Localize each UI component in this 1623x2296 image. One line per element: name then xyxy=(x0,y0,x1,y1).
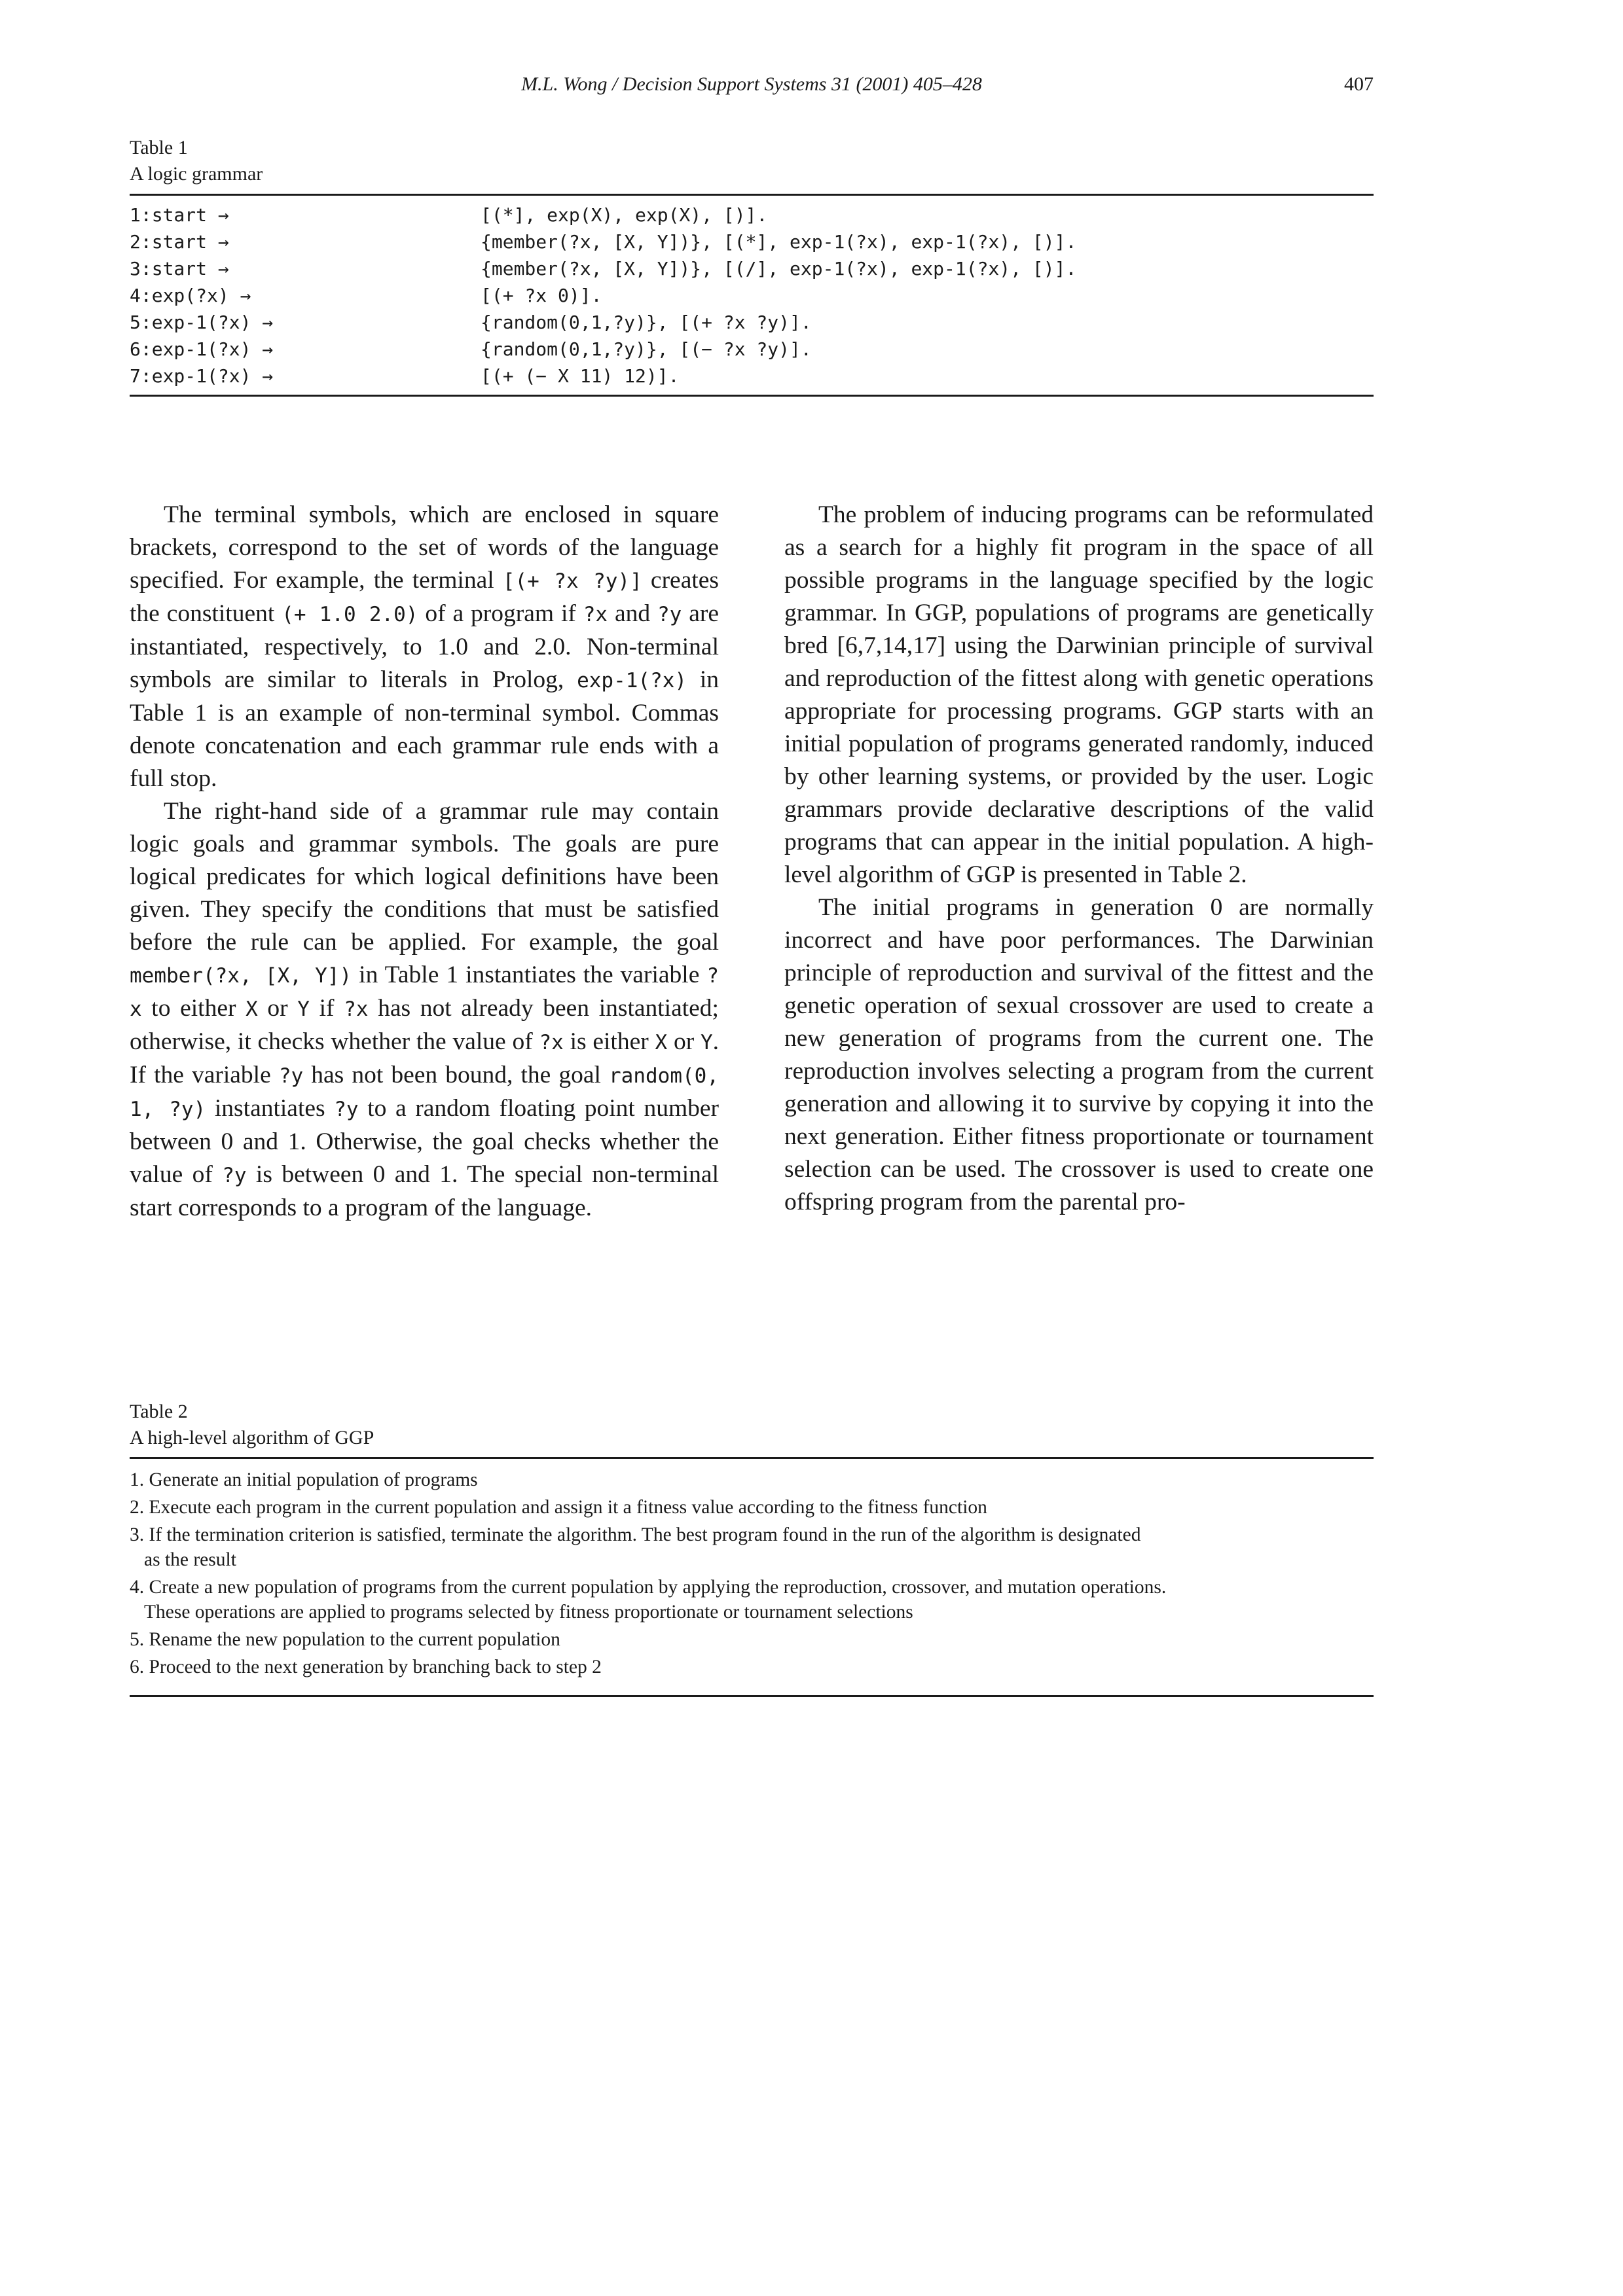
code-run: member(?x, [X, Y]) xyxy=(130,964,352,988)
table1-bottom-rule xyxy=(130,395,1374,397)
running-header xyxy=(130,73,1374,106)
algorithm-step xyxy=(130,1653,1374,1681)
step-text-continued: These operations are applied to programs selected by fitness proportionate or tournament selections xyxy=(144,1602,913,1623)
text-run: and xyxy=(608,600,657,627)
rule-lhs: 5:exp-1(?x) → xyxy=(130,312,274,333)
algorithm-step xyxy=(130,1494,1374,1521)
rule-rhs: {random(0,1,?y)}, [(+ ?x ?y)]. xyxy=(481,312,812,333)
paragraph-inducing-programs: The problem of inducing programs can be reformulated as a search for a highly fit program in the space of all possible programs in the language specified by the logic grammar. In GGP, populations of programs are genetically bred [6,7,14,17] using the Darwinian principle of survival and reproduction of the fittest along with genetic operations appropriate for processing programs. GGP starts with an initial population of programs generated randomly, induced by other learning systems, or provided by the user. Logic grammars provide declarative descriptions of the valid programs that can appear in the initial population. A high-level algorithm of GGP is presented in Table 2. xyxy=(784,501,1374,888)
body-column-left xyxy=(130,499,719,1225)
code-run: ?x xyxy=(344,997,369,1021)
table2-top-rule xyxy=(130,1457,1374,1459)
text-run: or xyxy=(667,1028,701,1055)
text-run: in Table 1 instantiates the variable xyxy=(352,961,707,988)
step-text: 5. Rename the new population to the current population xyxy=(130,1629,560,1650)
code-run: ?y xyxy=(278,1064,304,1088)
table1-row xyxy=(130,309,1374,336)
code-run: ?y xyxy=(657,603,682,626)
table1-row xyxy=(130,363,1374,389)
algorithm-step xyxy=(130,1521,1374,1573)
rule-lhs: 1:start → xyxy=(130,204,229,226)
text-run: is either xyxy=(563,1028,655,1055)
paragraph-terminal-symbols xyxy=(130,499,719,795)
rule-rhs: {random(0,1,?y)}, [(− ?x ?y)]. xyxy=(481,338,812,360)
rule-rhs: {member(?x, [X, Y])}, [(*], exp-1(?x), exp-1(?x), [)]. xyxy=(481,231,1077,253)
code-run: ?y xyxy=(222,1164,247,1187)
code-run: X xyxy=(655,1031,668,1054)
text-run: creates the constituent xyxy=(130,567,719,627)
rule-lhs: 7:exp-1(?x) → xyxy=(130,365,274,387)
rule-lhs: 4:exp(?x) → xyxy=(130,285,251,306)
text-run: The terminal symbols, which are enclosed in square brackets, correspond to the set of words of the language specified. For example, the terminal xyxy=(130,501,719,594)
text-run: The right-hand side of a grammar rule may contain logic goals and grammar symbols. The goals are pure logical predicates for which logical definitions have been given. They specify the conditions that must be satisfied before the rule can be applied. For example, the goal xyxy=(130,798,719,956)
text-run: has not already been instantiated; otherwise, it checks whether the value of xyxy=(130,995,719,1055)
step-text: 2. Execute each program in the current population and assign it a fitness value according to the fitness function xyxy=(130,1497,987,1518)
table2-algorithm xyxy=(130,1466,1374,1681)
text-run: if xyxy=(309,995,344,1022)
algorithm-step xyxy=(130,1466,1374,1494)
table1-row xyxy=(130,336,1374,363)
rule-lhs: 3:start → xyxy=(130,258,229,279)
table1-label: Table 1 xyxy=(130,137,188,158)
rule-rhs: [(+ ?x 0)]. xyxy=(481,285,602,306)
algorithm-step xyxy=(130,1573,1374,1626)
body-column-right xyxy=(784,499,1374,1219)
table2-label: Table 2 xyxy=(130,1401,188,1422)
paragraph-initial-programs: The initial programs in generation 0 are normally incorrect and have poor performances. The Darwinian principle of reproduction and survival of the fittest and the genetic operation of sexual crossover are used to create a new generation of programs from the current one. The reproduction involves selecting a program from the current generation and allowing it to survive by copying it into the next generation. Either fitness proportionate or tournament selection can be used. The crossover is used to create one offspring program from the parental pro- xyxy=(784,894,1374,1215)
code-run: ?x xyxy=(539,1031,564,1054)
code-run: ?x xyxy=(130,964,719,1021)
page-number: 407 xyxy=(1344,73,1374,95)
rule-rhs: [(*], exp(X), exp(X), [)]. xyxy=(481,204,768,226)
code-run: exp-1(?x) xyxy=(577,669,687,692)
text-run: in Table 1 is an example of non-terminal symbol. Commas denote concatenation and each grammar rule ends with a full stop. xyxy=(130,666,719,792)
text-run: is between 0 and 1. The special non-terminal start corresponds to a program of the language. xyxy=(130,1161,719,1221)
table1-row xyxy=(130,228,1374,255)
algorithm-step xyxy=(130,1626,1374,1653)
text-run: . If the variable xyxy=(130,1028,719,1088)
running-title: M.L. Wong / Decision Support Systems 31 (2001) 405–428 xyxy=(521,73,982,95)
text-run: or xyxy=(257,995,298,1022)
code-run: Y xyxy=(297,997,310,1021)
code-run: random(0, 1, ?y) xyxy=(130,1064,719,1121)
text-run: has not been bound, the goal xyxy=(303,1062,610,1088)
step-text: 3. If the termination criterion is satisfied, terminate the algorithm. The best program found in the run of the algorithm is designated xyxy=(130,1524,1141,1545)
table1-top-rule xyxy=(130,194,1374,196)
table1-row xyxy=(130,202,1374,228)
text-run: of a program if xyxy=(418,600,583,627)
code-run: ?y xyxy=(334,1098,359,1121)
step-text: 6. Proceed to the next generation by branching back to step 2 xyxy=(130,1657,602,1677)
rule-lhs: 6:exp-1(?x) → xyxy=(130,338,274,360)
step-text-continued: as the result xyxy=(144,1549,236,1570)
text-run: are instantiated, respectively, to 1.0 and 2.0. Non-terminal symbols are similar to literals in Prolog, xyxy=(130,600,719,693)
code-run: (+ 1.0 2.0) xyxy=(282,603,418,626)
table1-grammar xyxy=(130,202,1374,389)
rule-rhs: [(+ (− X 11) 12)]. xyxy=(481,365,680,387)
code-run: [(+ ?x ?y)] xyxy=(502,569,642,593)
table2-caption: A high-level algorithm of GGP xyxy=(130,1427,374,1448)
step-text: 1. Generate an initial population of programs xyxy=(130,1469,478,1490)
paragraph-right-hand-side xyxy=(130,795,719,1225)
text-run: instantiates xyxy=(206,1095,335,1122)
text-run: to a random floating point number between 0 and 1. Otherwise, the goal checks whether the value of xyxy=(130,1095,720,1188)
text-run: to either xyxy=(141,995,246,1022)
code-run: ?x xyxy=(583,603,608,626)
rule-lhs: 2:start → xyxy=(130,231,229,253)
table1-row xyxy=(130,255,1374,282)
table2-bottom-rule xyxy=(130,1695,1374,1697)
rule-rhs: {member(?x, [X, Y])}, [(/], exp-1(?x), exp-1(?x), [)]. xyxy=(481,258,1077,279)
table1-caption: A logic grammar xyxy=(130,163,263,185)
code-run: Y xyxy=(700,1031,713,1054)
table1-row xyxy=(130,282,1374,309)
step-text: 4. Create a new population of programs from the current population by applying the reproduction, crossover, and mutation operations. xyxy=(130,1577,1167,1598)
code-run: X xyxy=(246,997,258,1021)
